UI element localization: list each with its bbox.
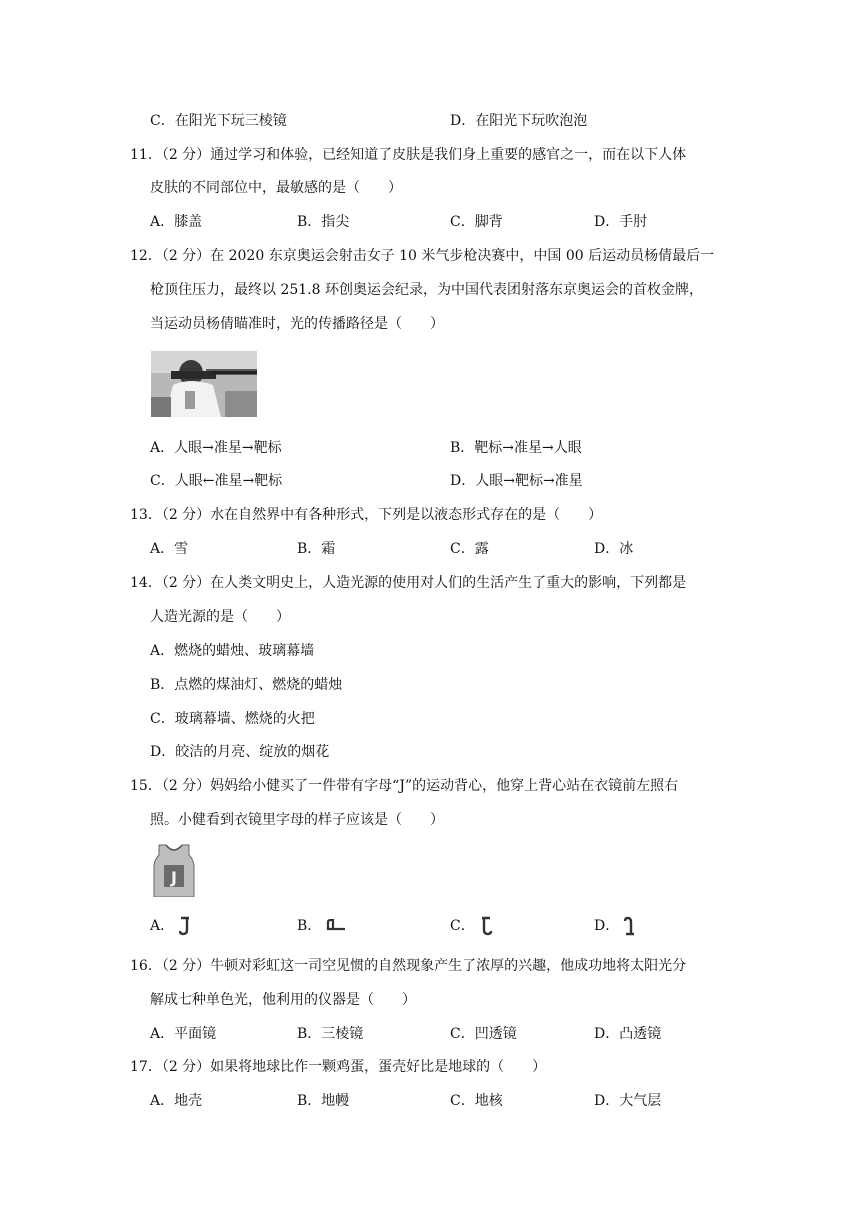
- question-14-text: 14．（2 分）在人类文明史上，人造光源的使用对人们的生活产生了重大的影响，下列都是: [130, 575, 687, 591]
- option-a: A．膝盖: [150, 214, 203, 230]
- question-17-text: 17．（2 分）如果将地球比作一颗鸡蛋，蛋壳好比是地球的（ ）: [130, 1059, 547, 1075]
- option-b: B．指尖: [297, 214, 350, 230]
- question-12-text: 12．（2 分）在 2020 东京奥运会射击女子 10 米气步枪决赛中，中国 00 后运动员杨倩最后一: [130, 248, 715, 264]
- question-15-text-cont: 照。小健看到衣镜里字母的样子应该是（ ）: [150, 812, 444, 828]
- option-b: B．靶标→准星→人眼: [450, 440, 582, 456]
- option-b: [297, 916, 347, 936]
- question-13-text: 13．（2 分）水在自然界中有各种形式，下列是以液态形式存在的是（ ）: [130, 507, 603, 523]
- option-d: D．手肘: [594, 214, 648, 230]
- option-a-label: A．: [150, 918, 175, 934]
- letter-j-upside-icon: [623, 916, 637, 936]
- option-a: A．人眼→准星→靶标: [150, 440, 282, 456]
- option-c: C．玻璃幕墙、燃烧的火把: [150, 711, 315, 727]
- option-b: B．三棱镜: [297, 1026, 364, 1042]
- option-d-label: D．: [594, 918, 620, 934]
- option-c-label: C．: [450, 918, 475, 934]
- option-b: B．点燃的煤油灯、燃烧的蜡烛: [150, 677, 343, 693]
- option-c: C．露: [450, 541, 489, 557]
- option-c: C．在阳光下玩三棱镜: [150, 113, 287, 129]
- question-14-text-cont: 人造光源的是（ ）: [150, 609, 290, 625]
- option-d: D．大气层: [594, 1093, 662, 1109]
- option-a: A．地壳: [150, 1093, 203, 1109]
- question-16-text: 16．（2 分）牛顿对彩虹这一司空见惯的自然现象产生了浓厚的兴趣，他成功地将太阳光分: [130, 958, 687, 974]
- question-11-text-cont: 皮肤的不同部位中，最敏感的是（ ）: [150, 180, 402, 196]
- option-c: C．人眼←准星→靶标: [150, 473, 283, 489]
- option-a: A．雪: [150, 541, 189, 557]
- option-b: B．霜: [297, 541, 336, 557]
- option-d: D．皎洁的月亮、绽放的烟花: [150, 744, 330, 760]
- question-15-text: 15．（2 分）妈妈给小健买了一件带有字母“J”的运动背心，他穿上背心站在衣镜前左照右: [130, 778, 679, 794]
- letter-j-normal-icon: [178, 916, 192, 936]
- option-c: C．凹透镜: [450, 1026, 517, 1042]
- question-11-text: 11．（2 分）通过学习和体验，已经知道了皮肤是我们身上重要的感官之一，而在以下人体: [130, 147, 687, 163]
- vest-letter: J: [171, 868, 177, 887]
- letter-j-flipped-icon: [479, 916, 493, 936]
- option-d: [594, 916, 637, 936]
- option-d: D．凸透镜: [594, 1026, 662, 1042]
- option-a: A．燃烧的蜡烛、玻璃幕墙: [150, 643, 315, 659]
- option-b-label: B．: [297, 918, 322, 934]
- option-c: C．地核: [450, 1093, 503, 1109]
- option-a: A．平面镜: [150, 1026, 217, 1042]
- option-d: D．人眼→靶标→准星: [450, 473, 583, 489]
- option-b: B．地幔: [297, 1093, 350, 1109]
- question-12-text-cont2: 当运动员杨倩瞄准时，光的传播路径是（ ）: [150, 316, 444, 332]
- option-c: [450, 916, 493, 936]
- shooter-photo: [151, 351, 257, 417]
- question-16-text-cont: 解成七种单色光，他利用的仪器是（ ）: [150, 992, 416, 1008]
- vest-image: [151, 843, 197, 897]
- option-a: [150, 916, 192, 936]
- option-d: D．在阳光下玩吹泡泡: [450, 113, 588, 129]
- letter-j-rotated-icon: [325, 919, 347, 933]
- option-c: C．脚背: [450, 214, 503, 230]
- question-12-text-cont: 枪顶住压力，最终以 251.8 环创奥运会纪录，为中国代表团射落东京奥运会的首枚金牌，: [150, 282, 703, 298]
- option-d: D．冰: [594, 541, 634, 557]
